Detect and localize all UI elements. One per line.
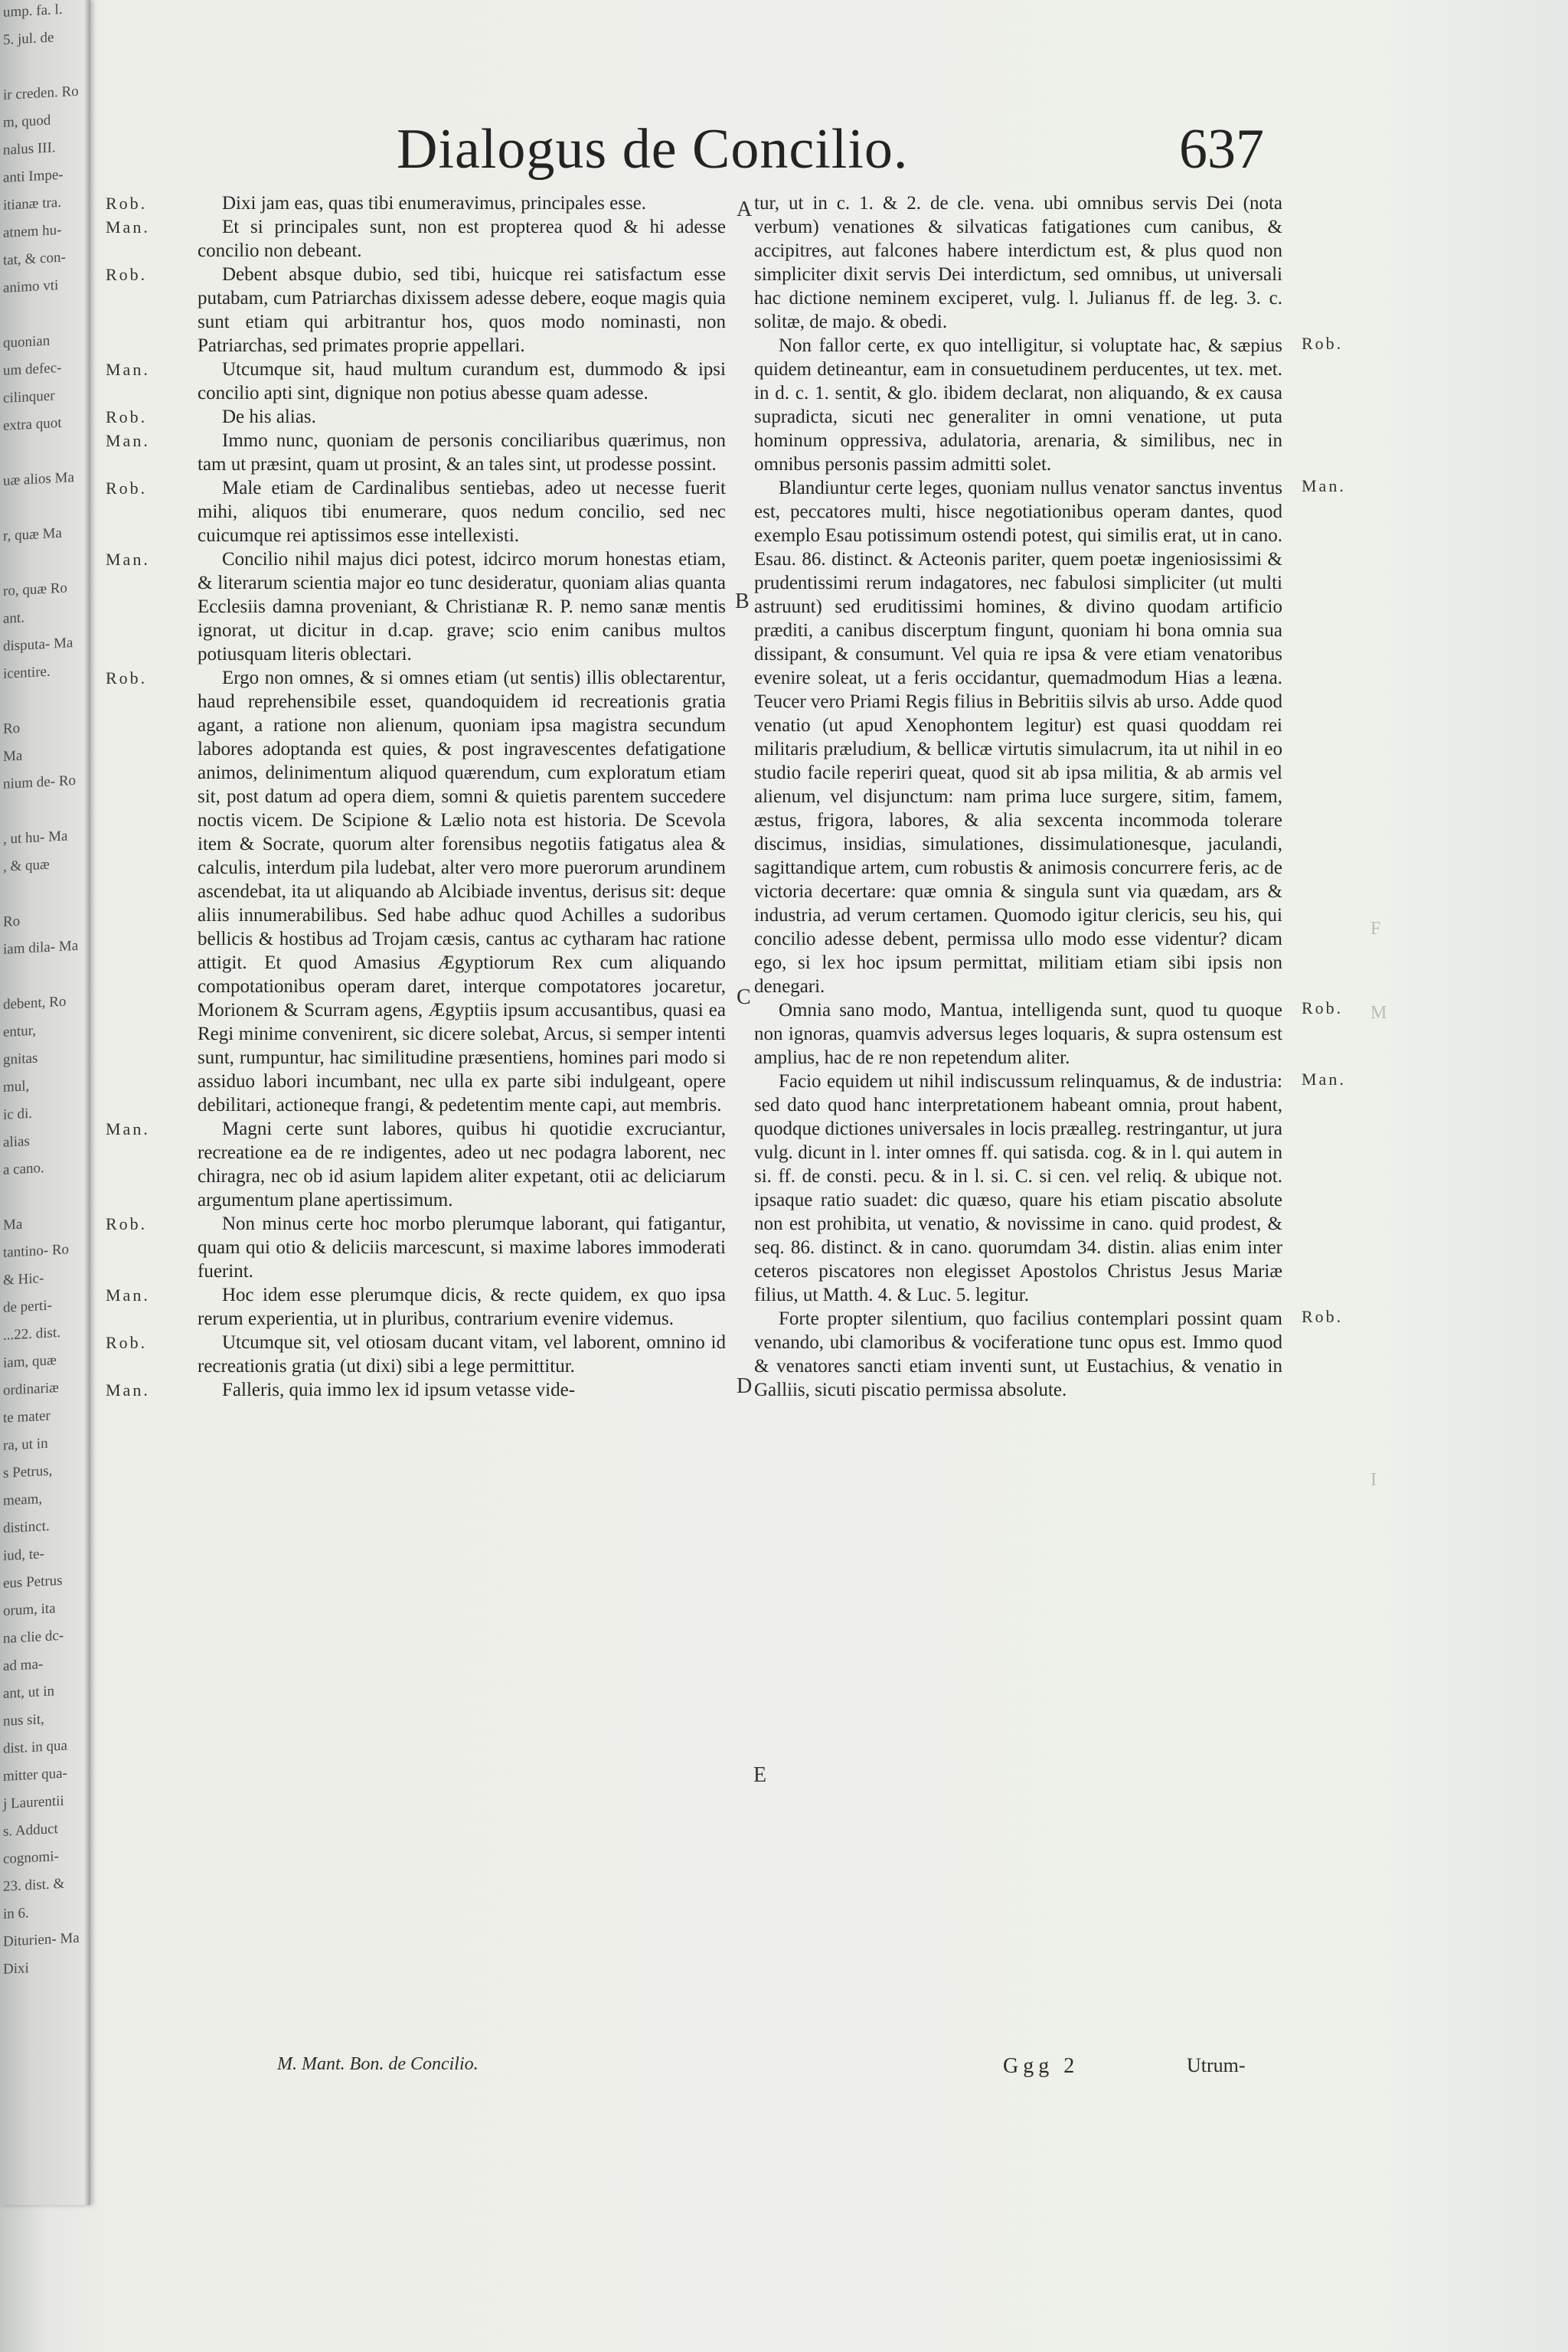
paragraph-text: Omnia sano modo, Mantua, intelligenda sunt, quod tu quoque non ignoras, quamvis adversus leges loquaris, & supra ostensum est amplius, hac de re non repetendum aliter. <box>754 1000 1282 1068</box>
speaker-label: Rob. <box>1302 998 1344 1018</box>
page-title: Dialogus de Concilio. <box>397 118 909 181</box>
previous-page-fragment: r, quæ Ma <box>3 524 62 544</box>
dialogue-paragraph <box>754 476 1282 998</box>
previous-page-fragment: iam dila- Ma <box>3 937 79 958</box>
previous-page-fragment: mul, <box>3 1078 30 1096</box>
previous-page-fragment: itianæ tra. <box>3 194 61 214</box>
dialogue-paragraph <box>754 1307 1282 1402</box>
previous-page-fragment: uæ alios Ma <box>3 469 74 489</box>
speaker-label: Man. <box>106 1285 150 1305</box>
previous-page-fragment <box>0 439 90 471</box>
paragraph-text: Non minus certe hoc morbo plerumque laborant, qui fatigantur, quam qui otio & deliciis marcescunt, si maxime labores immoderati fuerint. <box>198 1214 726 1282</box>
dialogue-paragraph <box>106 215 726 263</box>
speaker-label: Rob. <box>1302 1307 1344 1326</box>
previous-page-fragment <box>0 687 90 719</box>
paragraph-text: Concilio nihil majus dici potest, idcirco morum honestas etiam, & literarum scientia major eo tunc desideratur, quoniam alias quanta Ecclesiis damna proveniant, & Christianæ R. P. nemo sanæ mentis ignorat, ut dicitur in d.cap. grave; scio enim canibus multos potiusquam literis oblectari. <box>198 549 726 665</box>
previous-page-fragment: ic di. <box>3 1105 32 1123</box>
speaker-label: Rob. <box>106 265 148 284</box>
previous-page-fragment: 5. jul. de <box>3 29 54 48</box>
speaker-label: Man. <box>106 360 150 379</box>
previous-page-fragment: nium de- Ro <box>3 772 76 792</box>
previous-page-fragment: dist. in qua <box>3 1737 67 1757</box>
previous-page-fragment: j Laurentii <box>3 1792 64 1812</box>
speaker-label: Man. <box>1302 476 1346 495</box>
margin-letter-c: C <box>737 985 751 1009</box>
dialogue-paragraph <box>106 1283 726 1331</box>
dialogue-paragraph <box>106 429 726 476</box>
previous-page-fragment: s Petrus, <box>3 1462 53 1481</box>
previous-page-fragment: animo vti <box>3 277 59 296</box>
previous-page-fragment: eus Petrus <box>3 1572 63 1592</box>
previous-page-fragment: extra quot <box>3 414 62 434</box>
paragraph-text: Utcumque sit, haud multum curandum est, dummodo & ipsi concilio apti sint, dignique non potius abesse quam adesse. <box>198 359 726 403</box>
previous-page-fragment: in 6. <box>3 1905 29 1922</box>
dialogue-paragraph <box>754 191 1282 334</box>
previous-page-fragment: anti Impe- <box>3 166 64 186</box>
previous-page-fragment: ant, ut in <box>3 1683 55 1702</box>
previous-page-fragment <box>0 549 90 581</box>
dialogue-paragraph <box>754 334 1282 476</box>
paragraph-text: Falleris, quia immo lex id ipsum vetasse vide- <box>222 1380 576 1400</box>
previous-page-fragment: m, quod <box>3 112 51 131</box>
previous-page-fragment: cognomi- <box>3 1848 59 1867</box>
dialogue-paragraph <box>106 666 726 1117</box>
previous-page-fragment <box>0 797 90 829</box>
previous-page-fragment: Ro <box>3 720 21 737</box>
dialogue-paragraph <box>106 476 726 547</box>
previous-page-fragment <box>0 301 90 333</box>
previous-page-fragment: ro, quæ Ro <box>3 580 67 599</box>
previous-page-fragment: mitter qua- <box>3 1765 67 1785</box>
previous-page-fragment: tantino- Ro <box>3 1241 70 1261</box>
speaker-label: Man. <box>106 217 150 237</box>
previous-page-fragment: cilinquer <box>3 387 55 407</box>
previous-page-fragment <box>0 1183 90 1215</box>
speaker-label: Rob. <box>106 1214 148 1233</box>
paragraph-text: Magni certe sunt labores, quibus hi quotidie excruciantur, recreatione ea de re indigentes, adeo ut nec podagra laborent, nec chiragra, nec ob id asium lapidem aliter expetant, otii ac deliciarum argumentum plane apertissimum. <box>198 1119 726 1210</box>
gathering-mark: Ggg 2 <box>1003 2054 1080 2078</box>
paragraph-text: Non fallor certe, ex quo intelligitur, si voluptate hac, & sæpius quidem detineantur, eam in consuetudinem perducentes, ut tex. met. in d. c. 1. sentit, & glo. ibidem declarat, non aliquando, & ex causa supradicta, sicuti nec generaliter in omni venatione, ut puta hominum oppressiva, adulatoria, arenaria, & similibus, nec in omnibus personis passim admitti solet. <box>754 335 1282 475</box>
previous-page-fragment: , ut hu- Ma <box>3 828 68 848</box>
paragraph-text: Debent absque dubio, sed tibi, huicque rei satisfactum esse putabam, cum Patriarchas dixissem adesse debere, eoque magis quia sunt etiam qui arbitrantur hos, quos modo nominasti, non Patriarchas, sed primates proprie appellari. <box>198 264 726 356</box>
dialogue-paragraph <box>106 358 726 405</box>
previous-page-fragment <box>0 53 90 85</box>
previous-page-fragment: um defec- <box>3 359 62 379</box>
previous-page-fragment: ...22. dist. <box>3 1324 60 1344</box>
previous-page-fragment: alias <box>3 1133 30 1151</box>
speaker-label: Rob. <box>106 479 148 498</box>
margin-letter-e: E <box>753 1763 767 1787</box>
dialogue-paragraph <box>106 191 726 215</box>
paragraph-text: Blandiuntur certe leges, quoniam nullus venator sanctus inventus est, peccatores multi, hisce negotiationibus operam dantes, quod exemplo Esau potissimum ostendi potest, qui similis erat, ut in cano. Esau. 86. distinct. & Acteonis pariter, quem poetæ ingeniosissimi & prudentissimi rerum indagatores, nec fabulosi simpliciter (ut multi astruunt) sed eruditissimi homines, & divino quodam artificio præditi, a canibus discerptum fingunt, quoniam hi bona omnia sua dissipant, & consumunt. Vel quia re ipsa & vere etiam venatoribus evenire soleat, ut a feris occidantur, quemadmodum Hias a leæna. Teucer vero Priami Regis filius in Bebritiis silvis ab urso. Adde quod venatio (ut apud Xenophontem legitur) est quasi quoddam rei militaris præludium, & bellicæ virtutis simulacrum, ita ut nihil in eo studio facile reperiri queat, quod sit ab ipsa militia, & ab armis vel alienum, vel disjunctum: nam prima luce surgere, sitim, famem, æstus, frigora, labores, & alia sexcenta incommoda tolerare discimus, insidias, simulationes, dissimulationesque, jaculandi, sagittandique artem, cum robustis & animosis concurrere feris, ac de victoria decertare: quæ omnia & singula sunt via quædam, ars & industria, ad verum certamen. Quomodo igitur clericis, seu his, qui concilio adesse debent, permissa ullo modo esse videntur? dicam ego, si lex hoc ipsum permittat, militiam etiam sibi ipsis non denegari. <box>754 478 1282 997</box>
previous-page-fragment: de perti- <box>3 1297 52 1316</box>
previous-page-fragment: atnem hu- <box>3 221 62 241</box>
previous-page-fragment: disputa- Ma <box>3 635 74 655</box>
previous-page-fragment: , & quæ <box>3 856 50 875</box>
previous-page-fragment: Dixi <box>3 1960 29 1978</box>
paragraph-text: Immo nunc, quoniam de personis conciliaribus quærimus, non tam ut præsint, quam ut prosint, & an tales sint, ut prodesse possint. <box>198 430 726 475</box>
previous-page-fragment: a cano. <box>3 1160 44 1178</box>
previous-page-fragment: debent, Ro <box>3 993 67 1013</box>
paragraph-text: Utcumque sit, vel otiosam ducant vitam, vel laborent, omnino id recreationis gratia (ut dixi) sibi a lege permittitur. <box>198 1332 726 1377</box>
catchword: Utrum- <box>1187 2054 1246 2076</box>
previous-page-fragment: entur, <box>3 1022 37 1040</box>
previous-page-fragment: Ro <box>3 913 21 930</box>
previous-page-fragment: & Hic- <box>3 1270 44 1289</box>
previous-page-fragment: Diturien- Ma <box>3 1929 80 1950</box>
paragraph-text: Dixi jam eas, quas tibi enumeravimus, principales esse. <box>222 193 647 214</box>
speaker-label: Man. <box>106 1119 150 1138</box>
running-header <box>383 115 1302 191</box>
previous-page-fragment: ant. <box>3 609 24 627</box>
previous-page-fragment: distinct. <box>3 1517 50 1537</box>
speaker-label: Rob. <box>1302 334 1344 353</box>
previous-page-fragment: meam, <box>3 1491 43 1509</box>
margin-letter-b: B <box>735 590 750 613</box>
paragraph-text: De his alias. <box>222 407 316 427</box>
dialogue-paragraph <box>106 1117 726 1212</box>
previous-page-fragment <box>0 962 90 995</box>
previous-page-fragment: iud, te- <box>3 1546 44 1564</box>
margin-letter-a: A <box>737 198 753 221</box>
previous-page-fragment: ad ma- <box>3 1656 44 1674</box>
dialogue-paragraph <box>106 263 726 358</box>
paragraph-text: Hoc idem esse plerumque dicis, & recte quidem, ex quo ipsa rerum experientia, ut in pluribus, contrarium evenire videmus. <box>198 1285 726 1329</box>
previous-page-fragment <box>0 880 90 912</box>
previous-page-fragment: Ma <box>3 747 23 765</box>
speaker-label: Rob. <box>106 194 148 213</box>
bleed-through-mark: M <box>1370 1003 1390 1023</box>
previous-page-fragment: ump. fa. l. <box>3 1 63 21</box>
previous-page-fragment: gnitas <box>3 1050 38 1068</box>
speaker-label: Rob. <box>106 1333 148 1352</box>
previous-page-fragment: iam, quæ <box>3 1352 57 1371</box>
previous-page-fragment: orum, ita <box>3 1600 56 1619</box>
previous-page-fragment: nus sit, <box>3 1711 44 1730</box>
previous-page-fragment: 23. dist. & <box>3 1875 65 1895</box>
previous-page-fragment <box>0 494 90 526</box>
dialogue-paragraph <box>106 547 726 666</box>
previous-page-fragment: na clie dc- <box>3 1627 64 1647</box>
previous-page-fragment: icentire. <box>3 663 51 682</box>
dialogue-paragraph <box>106 1378 726 1402</box>
speaker-label: Rob. <box>106 407 148 426</box>
previous-page-edge <box>0 0 90 2205</box>
right-column <box>754 191 1282 1402</box>
dialogue-paragraph <box>754 1070 1282 1307</box>
margin-letter-d: D <box>737 1374 753 1398</box>
page-number: 637 <box>1179 118 1264 181</box>
speaker-label: Man. <box>106 431 150 450</box>
previous-page-fragment: ordinariæ <box>3 1380 59 1399</box>
dialogue-paragraph <box>106 1212 726 1283</box>
previous-page-fragment: Ma <box>3 1216 23 1233</box>
previous-page-fragment: te mater <box>3 1407 51 1426</box>
left-column <box>106 191 726 1402</box>
speaker-label: Man. <box>106 1380 150 1400</box>
signature-line: M. Mant. Bon. de Concilio. <box>277 2054 479 2074</box>
speaker-label: Man. <box>106 550 150 569</box>
bleed-through-mark: I <box>1370 1470 1379 1490</box>
previous-page-fragment: nalus III. <box>3 139 56 158</box>
speaker-label: Man. <box>1302 1070 1346 1089</box>
previous-page-fragment: s. Adduct <box>3 1821 58 1840</box>
paragraph-text: Forte propter silentium, quo facilius contemplari possint quam venando, ubi clamoribus & vociferatione tunc opus est. Immo quod & venatores sancti etiam inventi sunt, ut Eustachius, & venatio in Galliis, sicuti piscatio permissa absolute. <box>754 1308 1282 1400</box>
previous-page-fragment: tat, & con- <box>3 249 66 269</box>
previous-page-fragment: quonian <box>3 332 51 351</box>
dialogue-paragraph <box>106 1331 726 1378</box>
paragraph-text: Facio equidem ut nihil indiscussum relinquamus, & de industria: sed dato quod hanc interpretationem habeant omnia, prout habent, quodque dictiones universales in locis præalleg. restringantur, ut jura vulg. dicunt in l. inter omnes ff. qui satisda. cog. & in l. qui autem in si. ff. de consti. pecu. & in l. si. C. si cen. vel reliq. & ubique not. ipsaque ratio suadet: dic quæso, quare his etiam piscatio absolute non est prohibita, ut venatio, & novissime in cano. quid prodest, & seq. 86. distinct. & in cano. quorumdam 34. distin. alias enim inter ceteros piscatores non elegisset Apostolos Christus Jesus Mariæ filius, ut Matth. 4. & Luc. 5. legitur. <box>754 1071 1282 1305</box>
paragraph-text: tur, ut in c. 1. & 2. de cle. vena. ubi omnibus servis Dei (nota verbum) venationes & silvaticas fatigationes cum canibus, & accipitres, aut falcones habere interdictum est, & plus quod non simpliciter dixit servis Dei interdictum, sed omnibus, ut universali hac dictione neminem exciperet, vulg. l. Julianus ff. de leg. 3. c. solitæ, de majo. & obedi. <box>754 193 1282 332</box>
dialogue-paragraph <box>754 998 1282 1070</box>
previous-page-fragment: ir creden. Ro <box>3 83 79 103</box>
dialogue-paragraph <box>106 405 726 429</box>
paragraph-text: Et si principales sunt, non est propterea quod & hi adesse concilio non debeant. <box>198 217 726 261</box>
speaker-label: Rob. <box>106 668 148 688</box>
bleed-through-mark: F <box>1370 919 1383 939</box>
previous-page-fragment: ra, ut in <box>3 1435 48 1454</box>
paragraph-text: Ergo non omnes, & si omnes etiam (ut sentis) illis oblectarentur, haud reprehensibile esset, quandoquidem id recreationis gratia agant, a ratione non alienum, quoniam ipsa magistra secundum labores adoptanda est quies, & post ingravescentes defatigatione animos, delinimentum aliquod quærendum, cum exploratum etiam sit, post datum ad opera diem, somni & quietis parentem succedere noctis vicem. De Scipione & Lælio nota est historia. De Scevola item & Socrate, quorum alter forensibus negotiis fatigatus alea & calculis, interdum pila ludebat, alter vero more puerorum arundinem ascendebat, ita ut aliquando ab Alcibiade inventus, derisus sit: deque aliis innumerabilibus. Sed habe adhuc quod Achilles a sudoribus bellicis & hostibus ad Trojam cæsis, cantus ac cytharam hac ratione attigit. Et quod Amasius Ægyptiorum Rex cum aliquando compotationibus operam daret, interque compotatores jocaretur, Morionem & Scurram agens, Ægyptiis ipsum accusantibus, quasi ea Regi minime convenirent, sic dicere solebat, Arcus, si semper intenti sunt, rumpuntur, hac similitudine præsentiens, homines pari modo si assiduo labori incumbant, nec ulla ex parte sibi indulgeant, opere debilitari, actioneque frangi, & pedetentim mente capi, aut membris. <box>198 668 726 1116</box>
paragraph-text: Male etiam de Cardinalibus sentiebas, adeo ut necesse fuerit mihi, aliquos tibi enumerare, quos nedum concilio, sed nec cuicumque rei aptissimos esse intellexisti. <box>198 478 726 546</box>
